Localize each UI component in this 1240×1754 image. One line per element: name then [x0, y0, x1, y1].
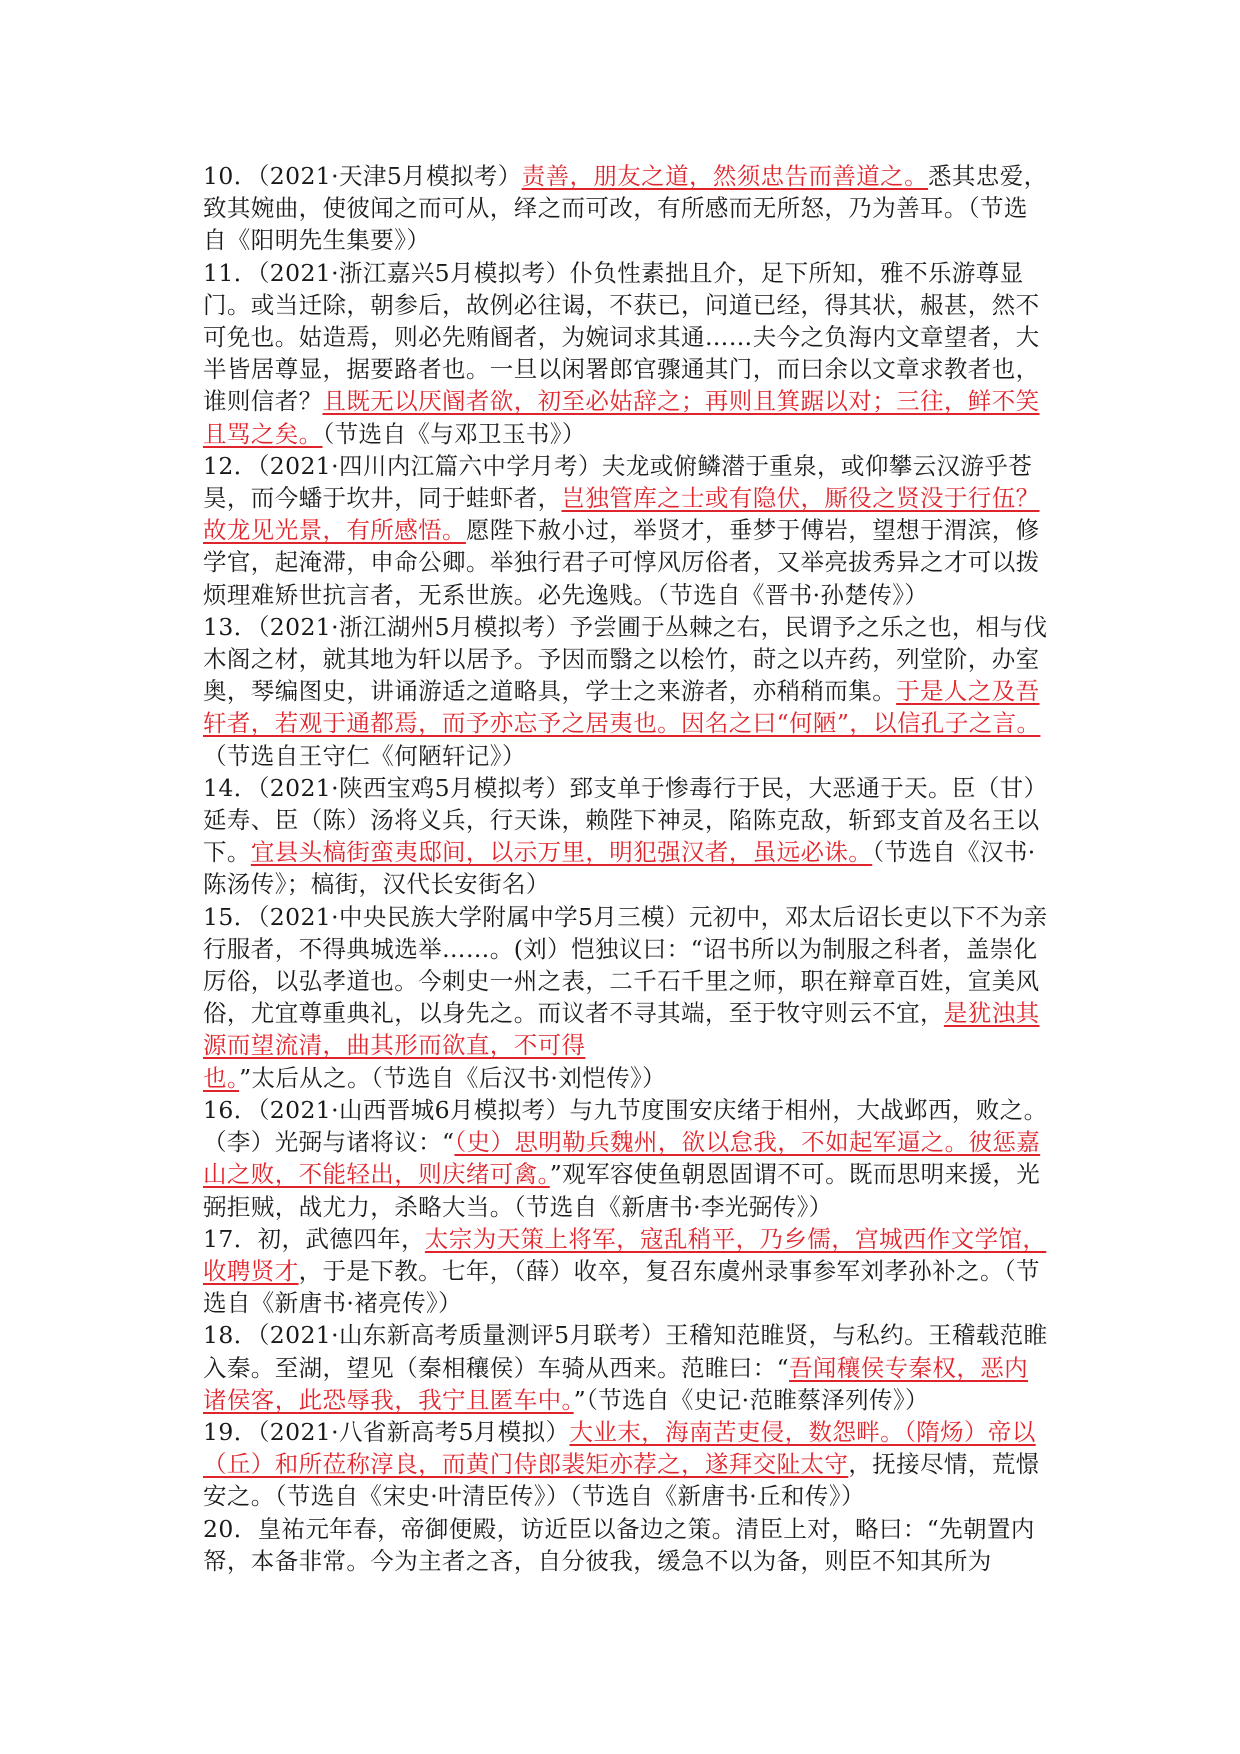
question-item-17 — [203, 1223, 1048, 1320]
passage-text: 18．（2021·山东新高考质量测评5月联考）王稽知范睢贤，与私约。王稽载范睢入秦。至湖，望见（秦相穰侯）车骑从西来。范睢曰：“ — [203, 1321, 1048, 1382]
passage-text: 16．（2021·山西晋城6月模拟考）与九节度围安庆绪于相州，大战邺西，败之。（李）光弼与诸将议：“ — [203, 1095, 1048, 1157]
question-item-19 — [203, 1416, 1048, 1513]
passage-text: 17．初，武德四年， — [203, 1224, 425, 1253]
passage-text: 20．皇祐元年春，帝御便殿，访近臣以备边之策。清臣上对，略曰：“先朝置内帑，本备非常。今为主者之吝，自分彼我，缓急不以为备，则臣不知其所为 — [203, 1514, 1035, 1575]
passage-text: ”太后从之。（节选自《后汉书·刘恺传》） — [239, 1063, 667, 1092]
passage-text: ，于是下教。七年，（薛）收卒，复召东虞州录事参军刘孝孙补之。（节选自《新唐书·褚亮传》） — [203, 1256, 1040, 1318]
passage-text: 愿陛下赦小过，举贤才，垂梦于傅岩，望想于渭滨，修学官，起淹滞，申命公卿。举独行君子可惇风厉俗者，又举亮拔秀异之才可以拨烦理难矫世抗言者，无系世族。必先逸贱。（节选自《晋书·孙楚传》） — [203, 516, 1040, 609]
highlighted-sentence: 于是人之及吾轩者，若观于通都焉，而予亦忘予之居夷也。因名之曰“何陋”，以信孔子之言。 — [203, 677, 1041, 738]
question-item-12 — [203, 450, 1048, 611]
question-item-14 — [203, 772, 1048, 901]
passage-text: 19．（2021·八省新高考5月模拟） — [203, 1417, 570, 1446]
question-item-16 — [203, 1094, 1048, 1223]
question-item-11 — [203, 257, 1048, 450]
question-item-13 — [203, 611, 1048, 772]
passage-text: 10．（2021·天津5月模拟考） — [203, 162, 522, 190]
highlighted-sentence: 宜县头槁街蛮夷邸间，以示万里，明犯强汉者，虽远必诛。 — [250, 838, 873, 867]
highlighted-sentence: 是犹浊其源而望流清，曲其形而欲直，不可得也。 — [203, 999, 1040, 1092]
question-item-10 — [203, 160, 1048, 257]
document-body — [203, 160, 1048, 1577]
passage-text: ”观军容使鱼朝恩固谓不可。既而思明来援，光弼拒贼，战尤力，杀略大当。（节选自《新唐书·李光弼传》） — [203, 1160, 1041, 1221]
highlighted-sentence: 责善，朋友之道，然须忠告而善道之。 — [521, 162, 928, 190]
passage-text: 15．（2021·中央民族大学附属中学5月三模）元初中，邓太后诏长吏以下不为亲行服者，不得典城选举……。(刘）恺独议曰：“诏书所以为制服之科者，盖崇化厉俗，以弘孝道也。今刺史一州之表，二千石千里之师，职在辩章百姓，宣美风俗，尤宜尊重典礼，以身先之。而议者不寻其端，至于牧守则云不宜， — [203, 902, 1048, 1028]
highlighted-sentence: 吾闻穰侯专秦权，恶内诸侯客，此恐辱我，我宁且匿车中。 — [203, 1353, 1029, 1414]
passage-text: 13．（2021·浙江湖州5月模拟考）予尝圃于丛棘之右，民谓予之乐之也，相与伐木阁之材，就其地为轩以居予。予因而翳之以桧竹，莳之以卉药，列堂阶，办室奥，琴编图史，讲诵游适之道略具，学士之来游者，亦稍稍而集。 — [203, 612, 1048, 706]
passage-text: （节选自《与邓卫玉书》） — [322, 419, 586, 448]
passage-text: 悉其忠爱，致其婉曲，使彼闻之而可从，绎之而可改，有所感而无所怒，乃为善耳。（节选自《阳明先生集要》） — [203, 162, 1048, 255]
passage-text: 12．（2021·四川内江篇六中学月考）夫龙或俯鳞潜于重泉，或仰攀云汉游乎苍昊，而今蟠于坎井，同于蛙虾者， — [203, 451, 1033, 513]
highlighted-sentence: （史）思明勒兵魏州，欲以怠我，不如起军逼之。彼惩嘉山之败，不能轻出，则庆绪可禽。 — [203, 1128, 1041, 1189]
passage-text: （节选自《汉书·陈汤传》；槁街，汉代长安街名） — [203, 838, 1036, 899]
highlighted-sentence: 岂独管库之士或有隐伏，厮役之贤没于行伍？故龙见光景，有所感悟。 — [203, 484, 1040, 545]
highlighted-sentence: 太宗为天策上将军，寇乱稍平，乃乡儒，宫城西作文学馆，收聘贤才 — [203, 1224, 1047, 1285]
highlighted-sentence: 大业末，海南苦吏侵，数怨畔。（隋炀）帝以（丘）和所莅称淳良，而黄门侍郎裴矩亦荐之，遂拜交阯太守 — [203, 1417, 1036, 1479]
passage-text: （节选自王守仁《何陋轩记》） — [203, 741, 526, 770]
question-item-15 — [203, 901, 1048, 1094]
question-item-18 — [203, 1319, 1048, 1416]
highlighted-sentence: 且既无以厌阍者欲，初至必姑辞之；再则且箕踞以对；三往，鲜不笑且骂之矣。 — [203, 387, 1040, 448]
passage-text: 11．（2021·浙江嘉兴5月模拟考）仆负性素拙且介，足下所知，雅不乐游尊显门。或当迁除，朝参后，故例必往谒，不获已，问道已经，得其状，赧甚，然不可免也。姑造焉，则必先贿阍者，为婉词求其通……夫今之负海内文章望者，大半皆居尊显，据要路者也。一旦以闲署郎官骤通其门，而曰余以文章求教者也，谁则信者？ — [203, 258, 1040, 416]
question-item-20 — [203, 1513, 1048, 1577]
passage-text: 14．（2021·陕西宝鸡5月模拟考）郅支单于惨毒行于民，大恶通于天。臣（甘）延寿、臣（陈）汤将义兵，行天诛，赖陛下神灵，陷陈克敌，斩郅支首及名王以下。 — [203, 773, 1048, 867]
passage-text: ”（节选自《史记·范睢蔡泽列传》） — [573, 1385, 929, 1414]
passage-text: ，抚接尽情，荒憬安之。（节选自《宋史·叶清臣传》）（节选自《新唐书·丘和传》） — [203, 1450, 1040, 1511]
